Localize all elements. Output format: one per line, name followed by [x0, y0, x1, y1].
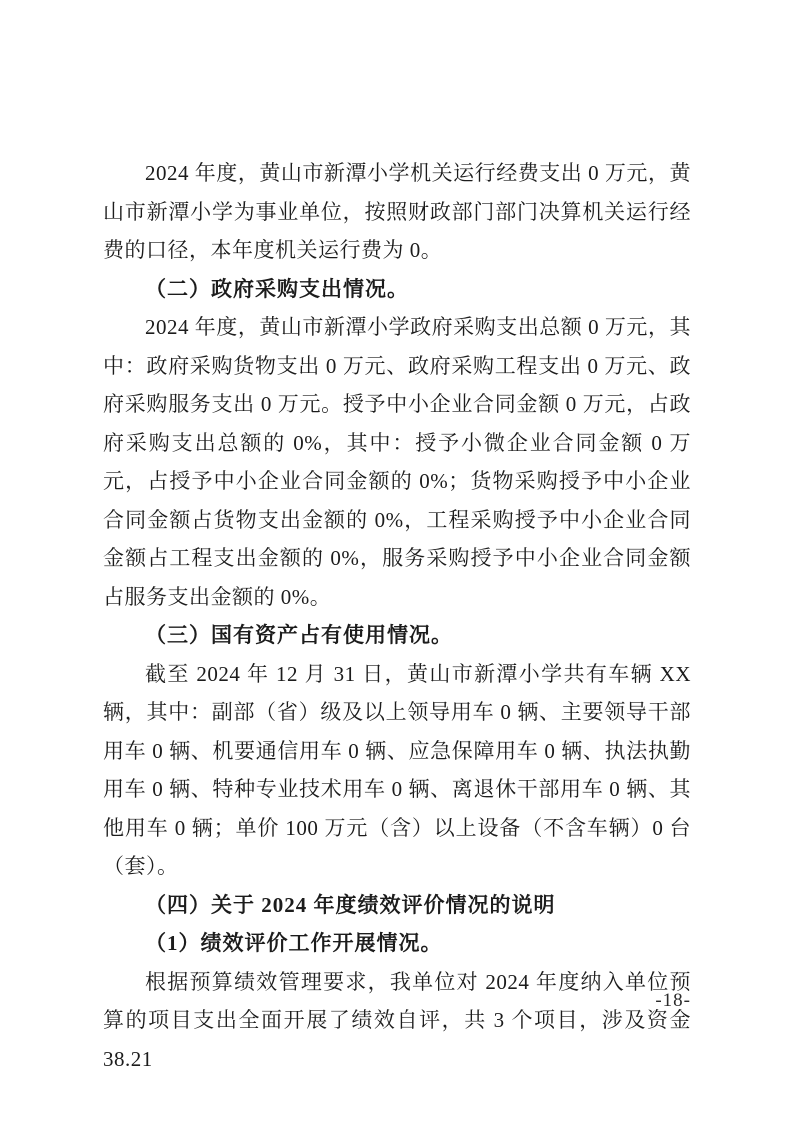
page-content — [103, 154, 691, 1078]
page-number: -18- — [655, 990, 691, 1011]
body-paragraph: 2024 年度，黄山市新潭小学机关运行经费支出 0 万元，黄山市新潭小学为事业单位，按照财政部门部门决算机关运行经费的口径，本年度机关运行费为 0。 — [103, 161, 691, 262]
section-heading: （四）关于 2024 年度绩效评价情况的说明 — [145, 892, 556, 917]
body-paragraph: 2024 年度，黄山市新潭小学政府采购支出总额 0 万元，其中：政府采购货物支出 0 万元、政府采购工程支出 0 万元、政府采购服务支出 0 万元。授予中小企业合同金额 0 万元，占政府采购支出总额的 0%，其中：授予小微企业合同金额 0 万元，占授予中小企业合同金额的 0%；货物采购授予中小企业合同金额占货物支出金额的 0%，工程采购授予中小企业合同金额占工程支出金额的 0%，服务采购授予中小企业合同金额占服务支出金额的 0%。 — [103, 315, 691, 609]
section-heading: （三）国有资产占有使用情况。 — [145, 623, 453, 647]
section-heading: （二）政府采购支出情况。 — [145, 276, 409, 301]
section-heading: （1）绩效评价工作开展情况。 — [145, 931, 443, 955]
body-paragraph: 根据预算绩效管理要求，我单位对 2024 年度纳入单位预算的项目支出全面开展了绩效自评，共 3 个项目，涉及资金 38.21 — [103, 969, 691, 1071]
body-paragraph: 截至 2024 年 12 月 31 日，黄山市新潭小学共有车辆 XX 辆，其中：副部（省）级及以上领导用车 0 辆、主要领导干部用车 0 辆、机要通信用车 0 辆、应急保障用车 0 辆、执法执勤用车 0 辆、特种专业技术用车 0 辆、离退休干部用车 0 辆、其他用车 0 辆；单价 100 万元（含）以上设备（不含车辆）0 台（套）。 — [103, 661, 691, 878]
